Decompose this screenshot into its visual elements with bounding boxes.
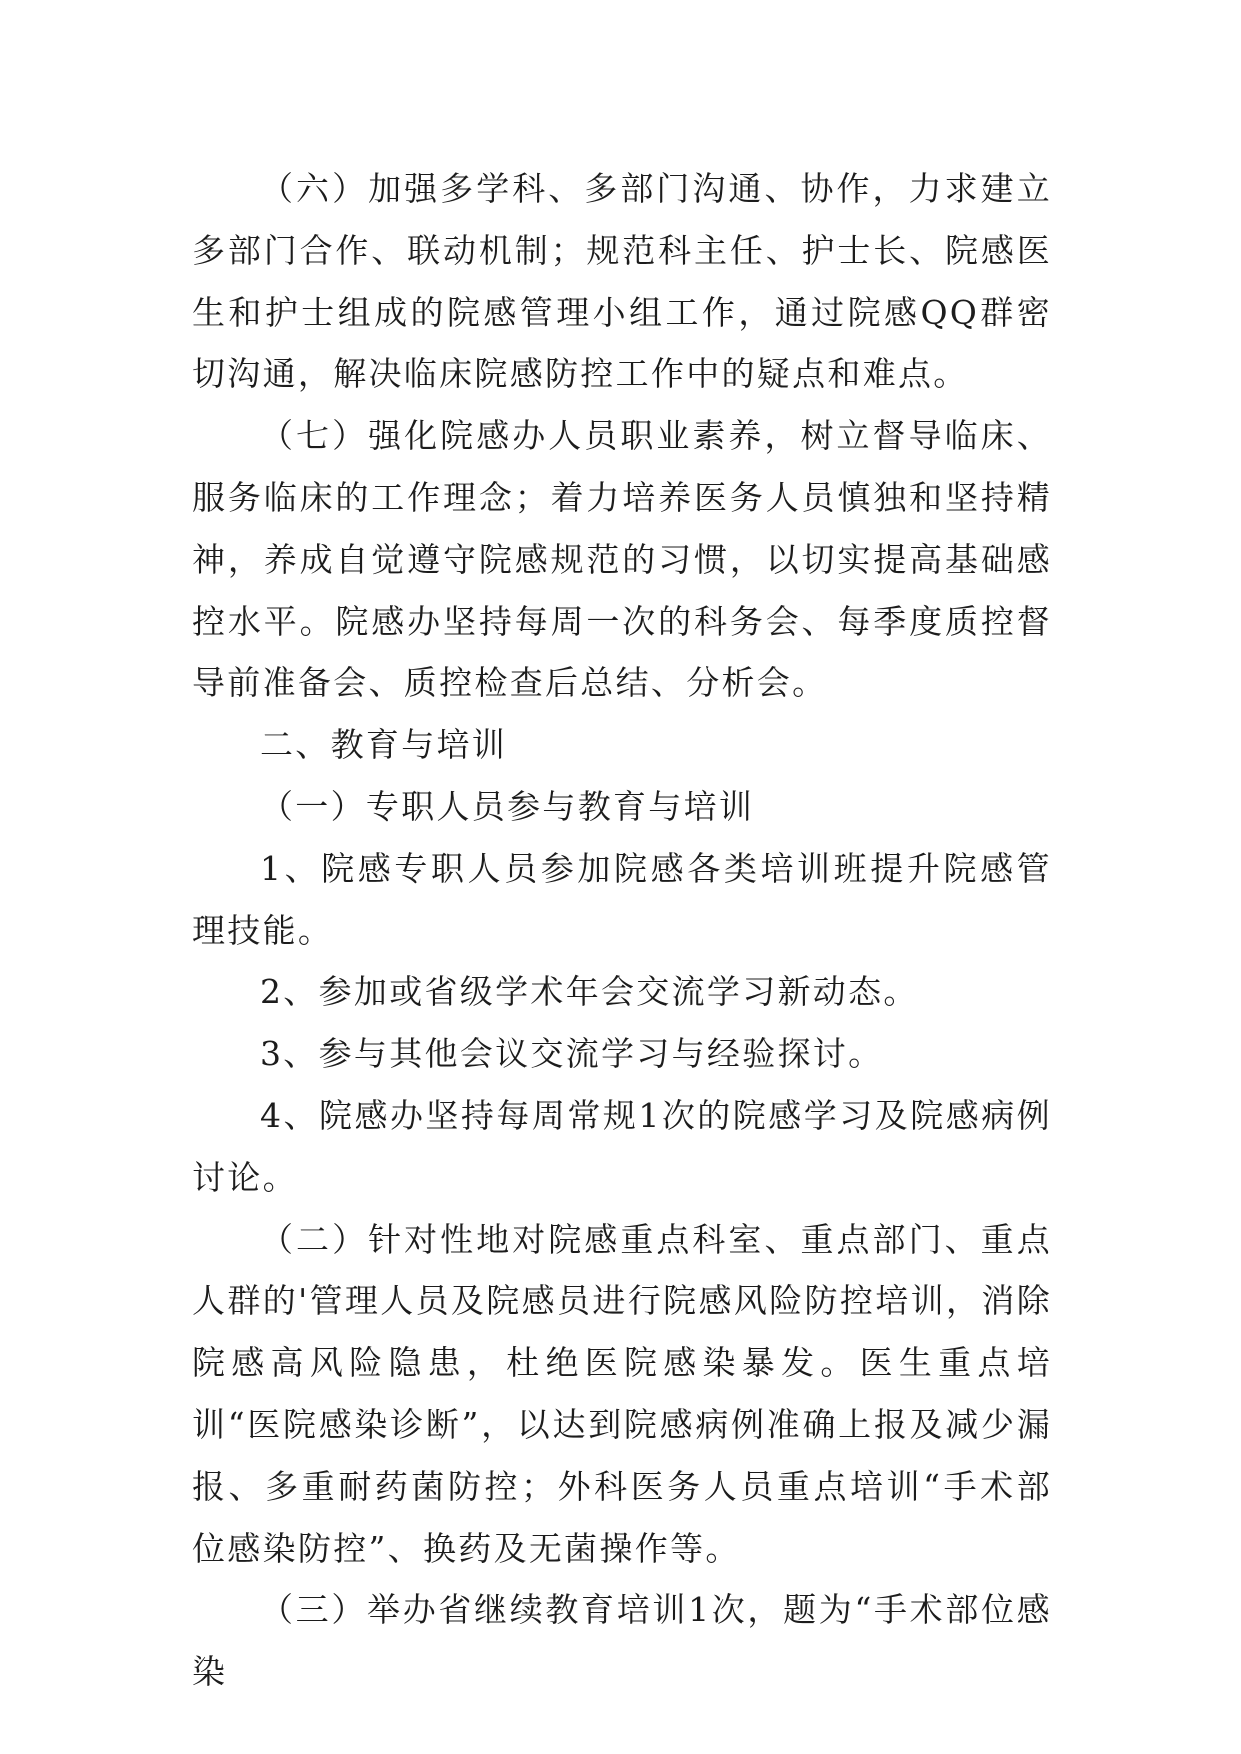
paragraph-6: （六）加强多学科、多部门沟通、协作，力求建立多部门合作、联动机制；规范科主任、护士长、院感医生和护士组成的院感管理小组工作，通过院感QQ群密切沟通，解决临床院感防控工作中的疑点和难点。 [192,169,1052,394]
list-item-2: 2、参加或省级学术年会交流学习新动态。 [260,972,919,1012]
list-item-3: 3、参与其他会议交流学习与经验探讨。 [260,1034,884,1074]
paragraph-7: （七）强化院感办人员职业素养，树立督导临床、服务临床的工作理念；着力培养医务人员慎独和坚持精神，养成自觉遵守院感规范的习惯，以切实提高基础感控水平。院感办坚持每周一次的科务会、每季度质控督导前准备会、质控检查后总结、分析会。 [192,416,1052,703]
paragraph-targeted-training: （二）针对性地对院感重点科室、重点部门、重点人群的'管理人员及院感员进行院感风险防控培训，消除院感高风险隐患，杜绝医院感染暴发。医生重点培训“医院感染诊断”，以达到院感病例准确上报及减少漏报、多重耐药菌防控；外科医务人员重点培训“手术部位感染防控”、换药及无菌操作等。 [192,1219,1052,1568]
document-body [192,158,1052,1703]
paragraph-continuing-education: （三）举办省继续教育培训1次，题为“手术部位感染 [192,1590,1052,1692]
section-heading-education: 二、教育与培训 [260,725,508,765]
list-item-1: 1、院感专职人员参加院感各类培训班提升院感管理技能。 [192,848,1052,950]
list-item-4: 4、院感办坚持每周常规1次的院感学习及院感病例讨论。 [192,1095,1052,1197]
subsection-heading-staff-training: （一）专职人员参与教育与培训 [260,786,755,826]
